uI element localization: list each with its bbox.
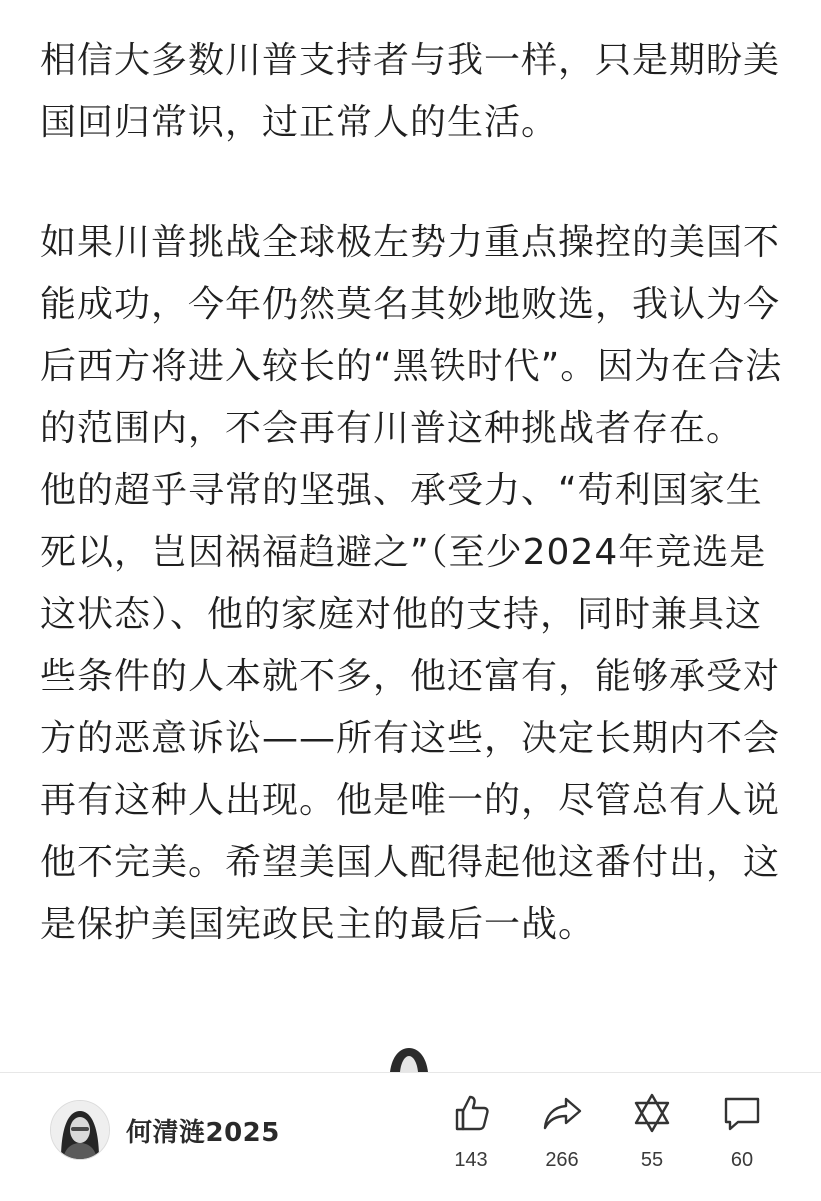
share-button[interactable] [522,1091,602,1172]
article-paragraph-2: 如果川普挑战全球极左势力重点操控的美国不能成功，今年仍然莫名其妙地败选，我认为今后西方将进入较长的“黑铁时代”。因为在合法的范围内，不会再有川普这种挑战者存在。 他的超乎寻常的坚强、承受力、“苟利国家生死以，岂因祸福趋避之”（至少2024年竞选是这状态）、他的家庭对他的支持，同时兼具这些条件的人本就不多，他还富有，能够承受对方的恶意诉讼——所有这些，决定长期内不会再有这种人出现。他是唯一的，尽管总有人说他不完美。希望美国人配得起他这番付出，这是保护美国宪政民主的最后一战。 [40,222,783,945]
article-body [40,30,792,956]
like-button[interactable] [431,1091,511,1172]
comment-button[interactable] [702,1091,782,1172]
comment-bubble-icon [720,1091,764,1135]
bottom-action-bar [0,1072,821,1201]
author-name[interactable]: 何清涟2025 [126,1117,280,1148]
comment-count: 60 [730,1149,754,1171]
favorite-count: 55 [640,1149,664,1171]
star-of-david-icon [630,1091,674,1135]
thumbs-up-icon [449,1091,493,1135]
article-paragraph-1: 相信大多数川普支持者与我一样，只是期盼美国回归常识，过正常人的生活。 [40,40,781,143]
share-count: 266 [545,1149,579,1171]
share-arrow-icon [540,1091,584,1135]
author-avatar[interactable] [50,1100,110,1160]
partial-author-image [386,1046,432,1072]
like-count: 143 [454,1149,488,1171]
author-info[interactable] [50,1097,280,1163]
favorite-button[interactable] [612,1091,692,1172]
